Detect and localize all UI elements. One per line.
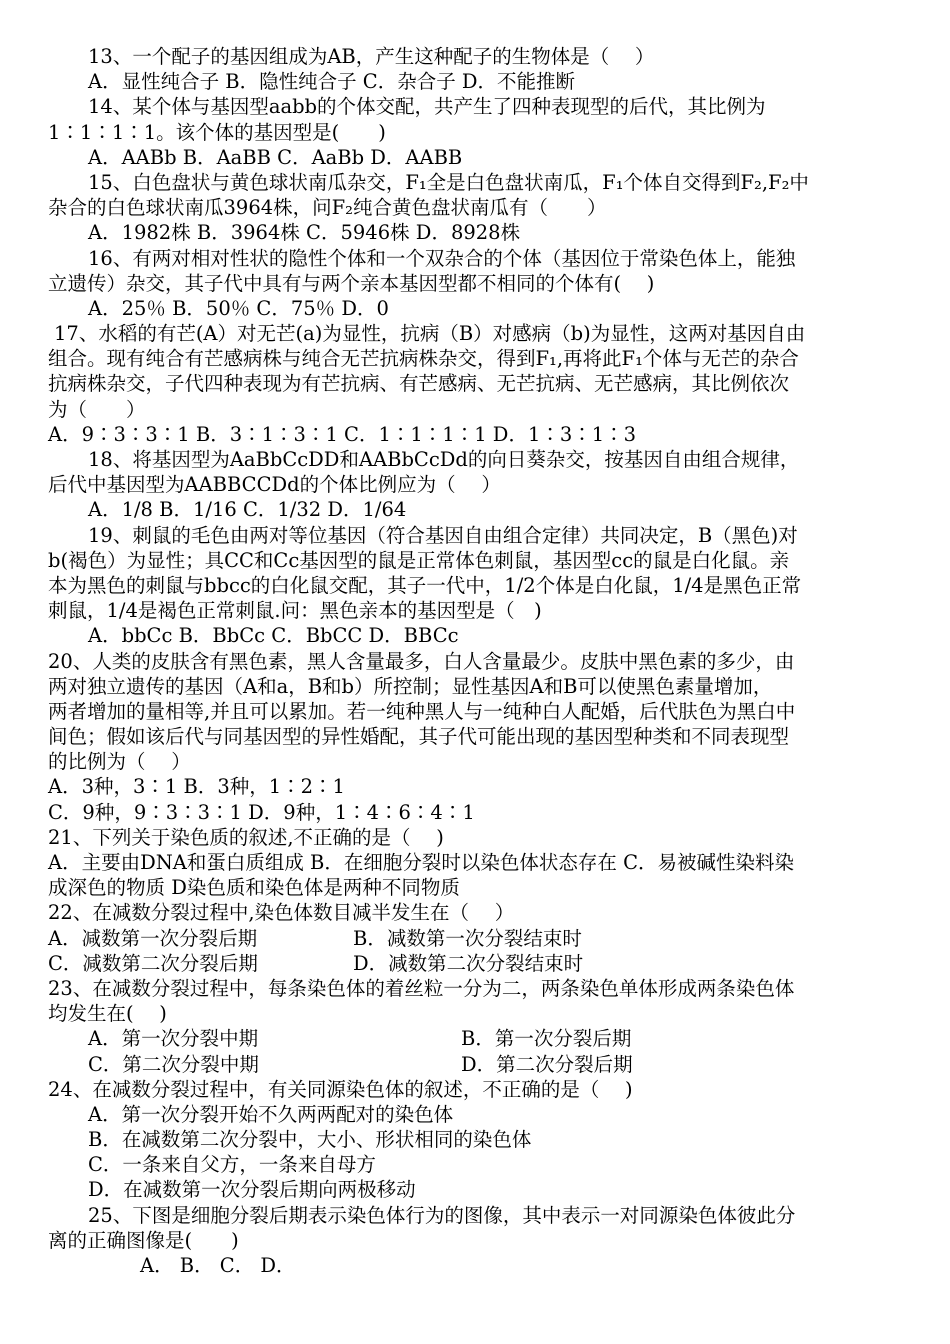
q19-stem-line-1: 19、刺鼠的毛色由两对等位基因（符合基因自由组合定律）共同决定，B（黑色)对 — [88, 523, 798, 547]
q22-options-row-2 — [48, 951, 902, 976]
q19-options: A．bbCc B．BbCc C．BbCC D．BBCc — [88, 624, 459, 648]
q23-stem-line-1: 23、在减数分裂过程中，每条染色体的着丝粒一分为二，两条染色单体形成两条染色体 — [48, 976, 795, 1000]
q17-options: A．9∶3∶3∶1 B．3∶1∶3∶1 C．1∶1∶1∶1 D．1∶3∶1∶3 — [48, 422, 637, 446]
q21-options-line-2: 成深色的物质 D染色质和染色体是两种不同物质 — [48, 876, 460, 900]
q22-option-c: C．减数第二次分裂后期 — [48, 951, 258, 975]
q23-option-b: B．第一次分裂后期 — [461, 1027, 632, 1051]
q20-stem-line-2: 两对独立遗传的基因（A和a，B和b）所控制；显性基因A和B可以使黑色素量增加， — [48, 674, 773, 698]
q17-stem-line-3: 抗病株杂交，子代四种表现为有芒抗病、有芒感病、无芒抗病、无芒感病，其比例依次 — [48, 372, 790, 396]
q16-options: A．25％ B．50％ C．75％ D．0 — [88, 296, 389, 320]
q17-stem-line-1: 17、水稻的有芒(A）对无芒(a)为显性，抗病（B）对感病（b)为显性，这两对基因自由 — [54, 322, 806, 346]
q24-stem: 24、在减数分裂过程中，有关同源染色体的叙述，不正确的是（ ) — [48, 1077, 633, 1101]
q21-options-line-1: A．主要由DNA和蛋白质组成 B．在细胞分裂时以染色体状态存在 C．易被碱性染料染 — [48, 851, 795, 874]
q22-option-d: D．减数第二次分裂结束时 — [353, 951, 584, 975]
q22-option-a: A．减数第一次分裂后期 — [48, 926, 258, 950]
q15-stem-line-2: 杂合的白色球状南瓜3964株，问F₂纯合黄色盘状南瓜有（ ） — [48, 196, 607, 220]
q25-options: A． B． C． D． — [140, 1254, 296, 1277]
q18-stem-line-2: 后代中基因型为AABBCCDd的个体比例应为（ ） — [48, 473, 501, 497]
q23-option-d: D．第二次分裂后期 — [461, 1052, 633, 1076]
q19-stem-line-2: b(褐色）为显性；具CC和Cc基因型的鼠是正常体色刺鼠，基因型cc的鼠是白化鼠。亲 — [48, 548, 790, 572]
q13-options: A．显性纯合子 B．隐性纯合子 C．杂合子 D．不能推断 — [88, 70, 576, 94]
q20-stem-line-1: 20、人类的皮肤含有黑色素，黑人含量最多，白人含量最少。皮肤中黑色素的多少，由 — [48, 649, 795, 673]
q19-stem-line-3: 本为黑色的刺鼠与bbcc的白化鼠交配，其子一代中，1/2个体是白化鼠，1/4是黑色正常 — [48, 573, 802, 597]
q14-stem-line-2: 1∶1∶1∶1。该个体的基因型是( ) — [48, 120, 386, 144]
q20-stem-line-5: 的比例为（ ） — [48, 750, 191, 774]
q17-stem-line-4: 为（ ） — [48, 397, 146, 421]
q15-options: A．1982株 B．3964株 C．5946株 D．8928株 — [88, 221, 521, 245]
q23-options-row-1 — [48, 1026, 902, 1051]
q24-option-b: B．在减数第二次分裂中，大小、形状相同的染色体 — [88, 1128, 532, 1152]
q22-option-b: B．减数第一次分裂结束时 — [353, 926, 582, 950]
q22-options-row-1 — [48, 926, 902, 951]
q18-stem-line-1: 18、将基因型为AaBbCcDD和AABbCcDd的向日葵杂交，按基因自由组合规律， — [88, 448, 800, 471]
q14-options: A．AABb B．AaBB C．AaBb D．AABB — [88, 145, 463, 169]
q20-stem-line-4: 间色；假如该后代与同基因型的异性婚配，其子代可能出现的基因型种类和不同表现型 — [48, 725, 790, 749]
q14-stem-line-1: 14、某个体与基因型aabb的个体交配，共产生了四种表现型的后代，其比例为 — [88, 95, 766, 119]
q24-option-a: A．第一次分裂开始不久两两配对的染色体 — [88, 1102, 454, 1126]
q25-stem-line-2: 离的正确图像是( ) — [48, 1228, 239, 1252]
q24-option-d: D．在减数第一次分裂后期向两极移动 — [88, 1178, 416, 1202]
q23-option-c: C．第二次分裂中期 — [88, 1052, 259, 1076]
q16-stem-line-2: 立遗传）杂交，其子代中具有与两个亲本基因型都不相同的个体有( ) — [48, 271, 655, 295]
q15-stem-line-1: 15、白色盘状与黄色球状南瓜杂交，F₁全是白色盘状南瓜，F₁个体自交得到F₂,F₂中 — [88, 170, 809, 194]
q18-options: A．1/8 B．1/16 C．1/32 D．1/64 — [88, 498, 407, 522]
q23-stem-line-2: 均发生在( ) — [48, 1002, 167, 1026]
q16-stem-line-1: 16、有两对相对性状的隐性个体和一个双杂合的个体（基因位于常染色体上，能独 — [88, 246, 796, 270]
q23-option-a: A．第一次分裂中期 — [88, 1027, 259, 1051]
q24-option-c: C．一条来自父方，一条来自母方 — [88, 1153, 376, 1177]
q17-stem-line-2: 组合。现有纯合有芒感病株与纯合无芒抗病株杂交，得到F₁,再将此F₁个体与无芒的杂合 — [48, 347, 799, 371]
q25-stem-line-1: 25、下图是细胞分裂后期表示染色体行为的图像，其中表示一对同源染色体彼此分 — [88, 1203, 796, 1227]
q13-stem: 13、一个配子的基因组成为AB，产生这种配子的生物体是（ ） — [88, 45, 655, 68]
q22-stem: 22、在减数分裂过程中,染色体数目减半发生在（ ） — [48, 901, 515, 925]
q23-options-row-2 — [48, 1052, 902, 1077]
q20-stem-line-3: 两者增加的量相等,并且可以累加。若一纯种黑人与一纯种白人配婚，后代肤色为黑白中 — [48, 699, 796, 723]
q20-options-line-2: C．9种，9∶3∶3∶1 D．9种，1∶4∶6∶4∶1 — [48, 800, 475, 824]
q20-options-line-1: A．3种，3∶1 B．3种，1∶2∶1 — [48, 775, 345, 799]
q19-stem-line-4: 刺鼠，1/4是褐色正常刺鼠.问：黑色亲本的基因型是（ ) — [48, 599, 542, 623]
q21-stem: 21、下列关于染色质的叙述,不正确的是（ ) — [48, 825, 444, 849]
